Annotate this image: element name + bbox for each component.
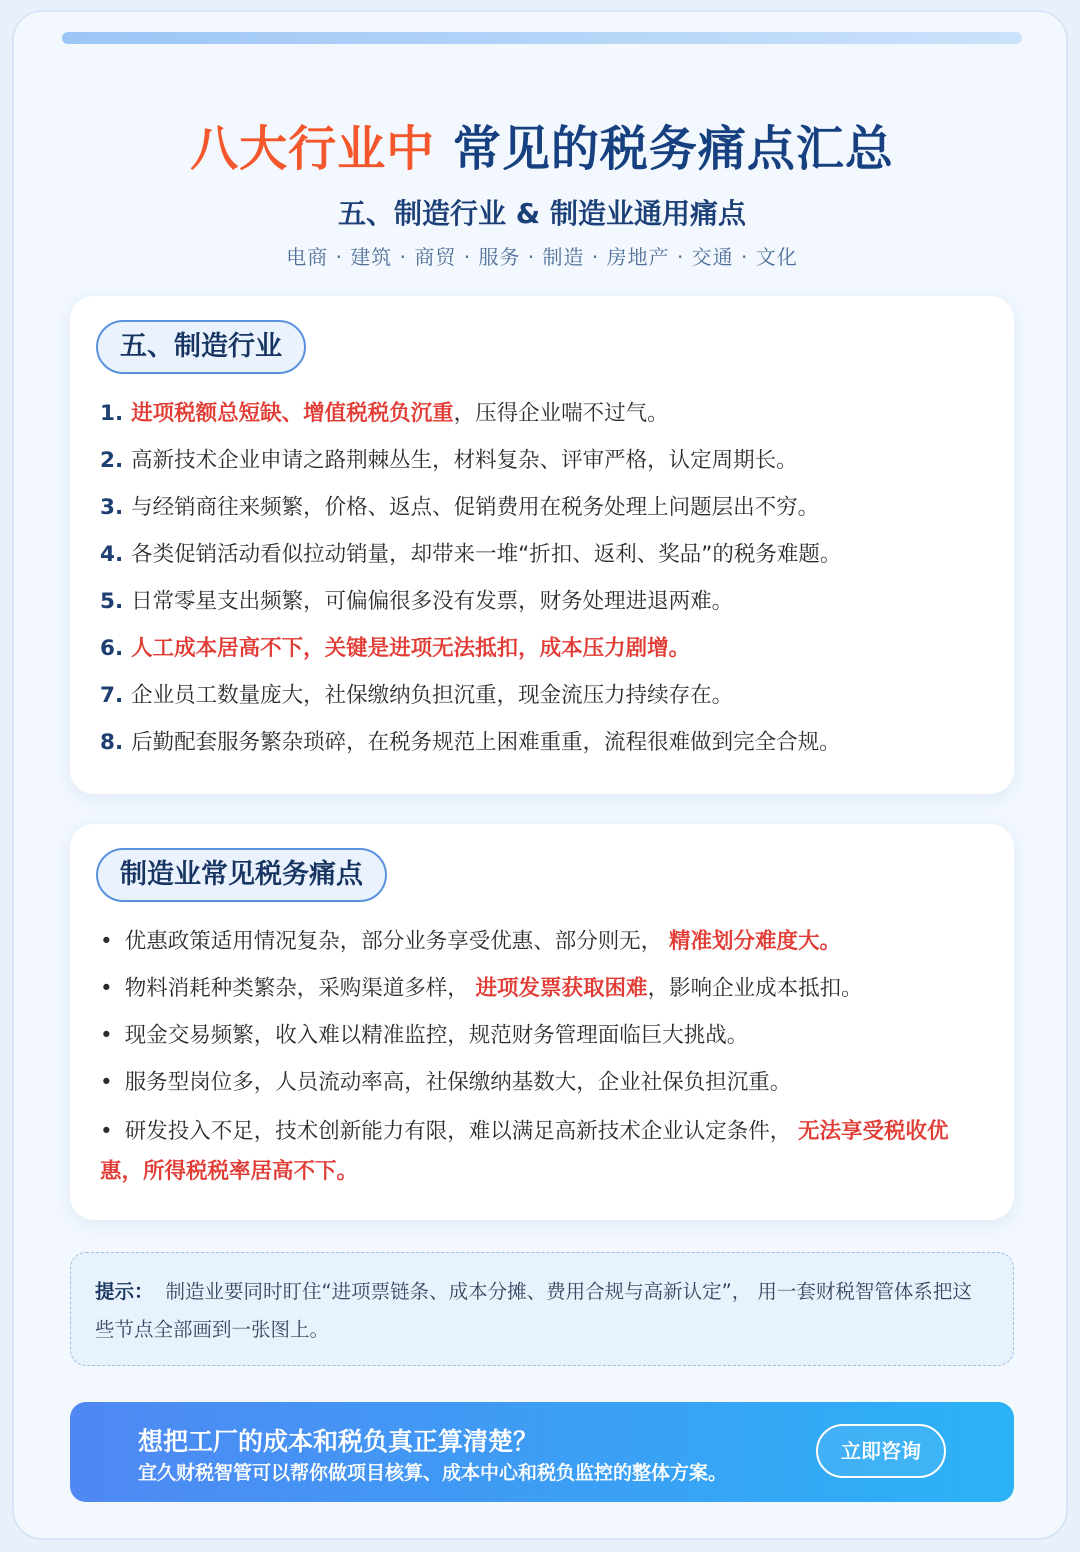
page-card xyxy=(12,10,1068,1540)
list-item xyxy=(100,1112,990,1192)
item-number: 6. xyxy=(100,636,124,661)
list-item xyxy=(100,631,1000,678)
item-number: 4. xyxy=(100,542,124,567)
list-item xyxy=(100,678,1000,725)
list-item xyxy=(100,971,990,1018)
tip-label: 提示： xyxy=(95,1280,154,1303)
item-number: 8. xyxy=(100,730,124,755)
bullet-icon: • xyxy=(100,929,113,954)
cta-title: 想把工厂的成本和税负真正算清楚？ xyxy=(138,1427,539,1456)
section-manufacturing xyxy=(70,296,1014,794)
cta-subtitle: 宜久财税智管可以帮你做项目核算、成本中心和税负监控的整体方案。 xyxy=(138,1462,728,1484)
numbered-list xyxy=(100,396,1000,772)
list-item xyxy=(100,725,1000,772)
item-text: 现金交易频繁，收入难以精准监控，规范财务管理面临巨大挑战。 xyxy=(124,1023,749,1048)
item-number: 2. xyxy=(100,448,124,473)
section-title-badge: 五、制造行业 xyxy=(96,320,306,374)
list-item xyxy=(100,396,1000,443)
list-item xyxy=(100,443,1000,490)
section-common-pain-points xyxy=(70,824,1014,1220)
item-text: 日常零星支出频繁，可偏偏很多没有发票，财务处理进退两难。 xyxy=(131,589,734,614)
bullet-icon: • xyxy=(100,976,113,1001)
item-text: ，压得企业喘不过气。 xyxy=(453,401,669,426)
bullet-icon: • xyxy=(100,1119,113,1144)
tip-text: 制造业要同时盯住“进项票链条、成本分摊、费用合规与高新认定”， 用一套财税智管体系把这些节点全部画到一张图上。 xyxy=(95,1280,972,1341)
item-text: 后勤配套服务繁杂琐碎，在税务规范上困难重重，流程很难做到完全合规。 xyxy=(131,730,841,755)
industry-list: 电商 · 建筑 · 商贸 · 服务 · 制造 · 房地产 · 交通 · 文化 xyxy=(286,245,798,269)
title-highlight: 八大行业中 xyxy=(190,121,436,177)
page-title xyxy=(14,110,1070,179)
list-item xyxy=(100,1018,990,1065)
item-text: 物料消耗种类繁杂，采购渠道多样， xyxy=(124,976,469,1001)
item-highlight: 精准划分难度大。 xyxy=(669,929,842,954)
item-text: 企业员工数量庞大，社保缴纳负担沉重，现金流压力持续存在。 xyxy=(131,683,734,708)
item-text-tail: ，影响企业成本抵扣。 xyxy=(647,976,863,1001)
item-highlight: 无法享受税收优惠，所得税税率居高不下。 xyxy=(100,1119,949,1184)
item-text: 研发投入不足，技术创新能力有限，难以满足高新技术企业认定条件， xyxy=(124,1119,792,1144)
list-item xyxy=(100,537,1000,584)
tip-box xyxy=(70,1252,1014,1366)
item-text: 高新技术企业申请之路荆棘丛生，材料复杂、评审严格，认定周期长。 xyxy=(131,448,798,473)
item-highlight: 进项发票获取困难 xyxy=(475,976,648,1001)
list-item xyxy=(100,490,1000,537)
page-subtitle: 五、制造行业 & 制造业通用痛点 xyxy=(338,197,746,230)
list-item xyxy=(100,584,1000,631)
top-decor-bar xyxy=(62,32,1022,44)
item-number: 7. xyxy=(100,683,124,708)
list-item xyxy=(100,924,990,971)
item-text: 服务型岗位多，人员流动率高，社保缴纳基数大，企业社保负担沉重。 xyxy=(124,1070,792,1095)
item-text: 各类促销活动看似拉动销量，却带来一堆“折扣、返利、奖品”的税务难题。 xyxy=(131,542,842,567)
cta-banner xyxy=(70,1402,1014,1502)
item-text: 优惠政策适用情况复杂，部分业务享受优惠、部分则无， xyxy=(124,929,663,954)
bullet-icon: • xyxy=(100,1070,113,1095)
consult-button[interactable]: 立即咨询 xyxy=(816,1424,946,1478)
item-highlight: 人工成本居高不下，关键是进项无法抵扣，成本压力剧增。 xyxy=(131,636,691,661)
item-highlight: 进项税额总短缺、增值税税负沉重 xyxy=(131,401,454,426)
item-text: 与经销商往来频繁，价格、返点、促销费用在税务处理上问题层出不穷。 xyxy=(131,495,820,520)
item-number: 5. xyxy=(100,589,124,614)
list-item xyxy=(100,1065,990,1112)
title-main: 常见的税务痛点汇总 xyxy=(452,121,894,177)
bullet-icon: • xyxy=(100,1023,113,1048)
item-number: 3. xyxy=(100,495,124,520)
section-title-badge: 制造业常见税务痛点 xyxy=(96,848,387,902)
bullet-list xyxy=(100,924,990,1192)
item-number: 1. xyxy=(100,401,124,426)
